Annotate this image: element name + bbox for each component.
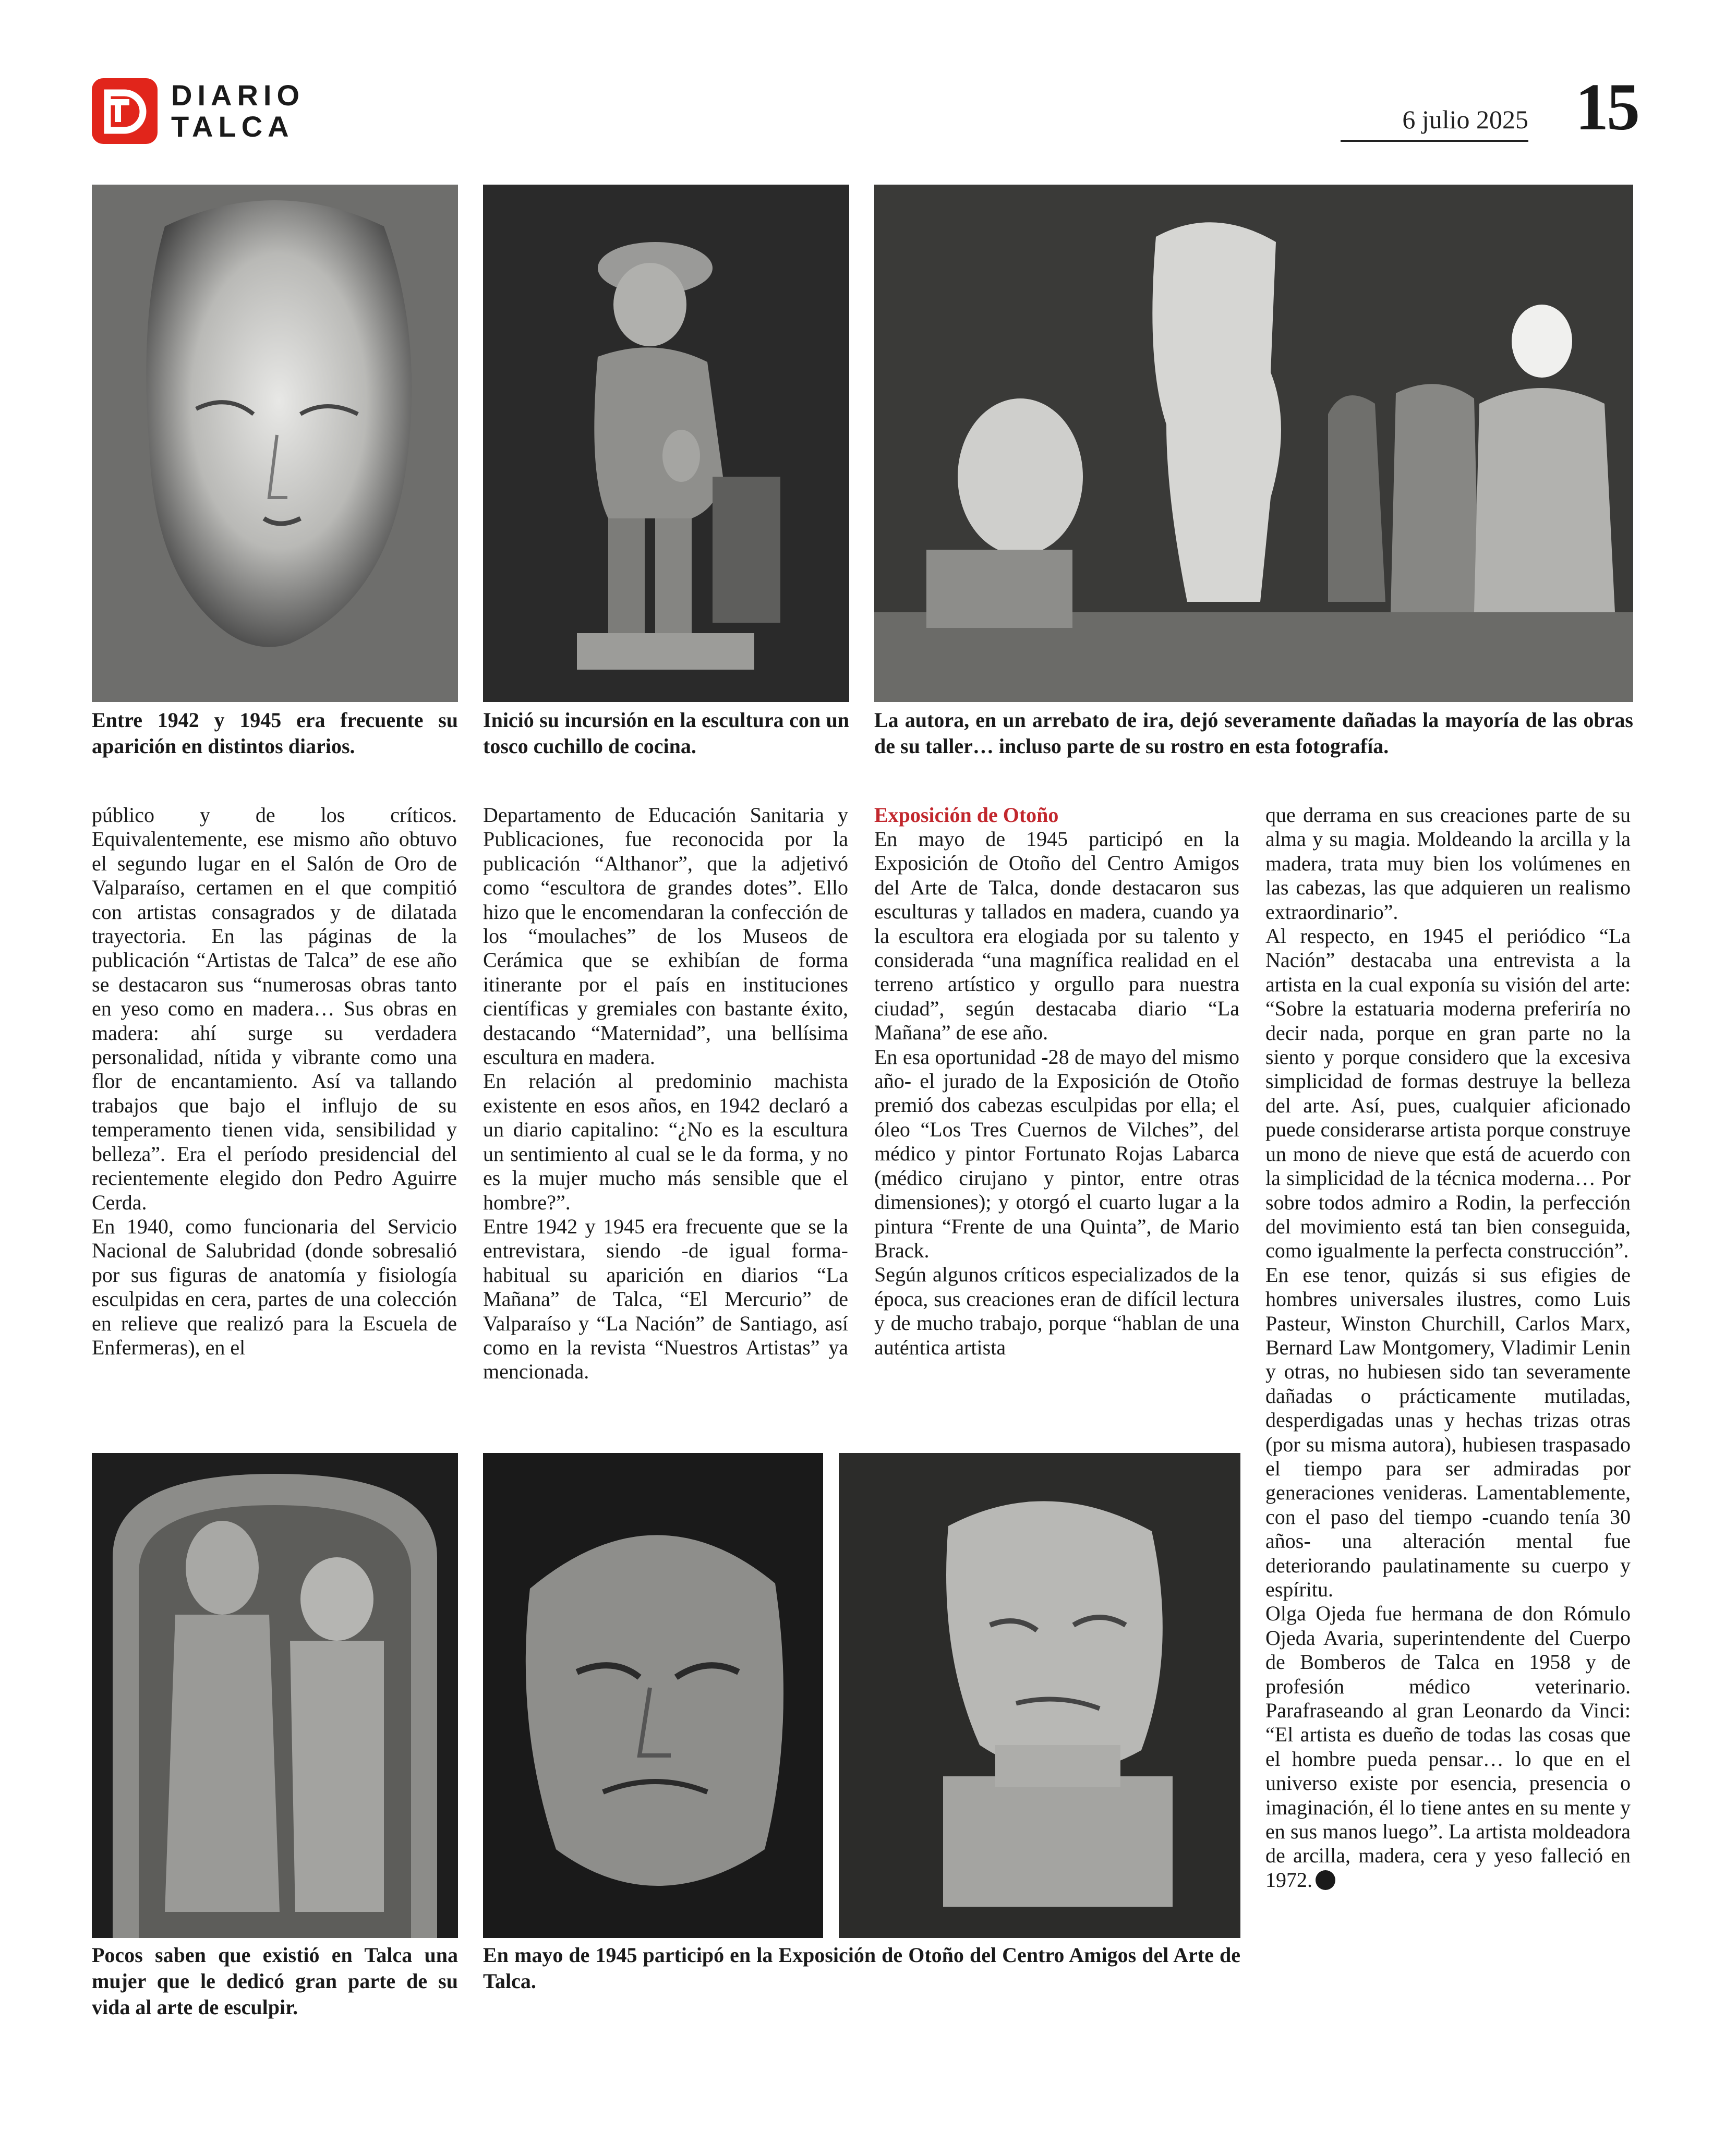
article-column-2 — [483, 803, 848, 1384]
caption-relief: Pocos saben que existió en Talca una mujer que le dedicó gran parte de su vida al arte de esculpir. — [92, 1943, 458, 2019]
photo-sculpted-bust-pasteur — [839, 1453, 1240, 1938]
final-text: Olga Ojeda fue hermana de don Rómulo Ojeda Avaria, superintendente del Cuerpo de Bomberos de Talca en 1958 y de profesión médico veterinario. Parafraseando al gran Leonardo da Vinci: “El artista es dueño de todas las cosas que el hombre pueda pensar… lo que en el universo existe por esencia, presencia o imaginación, él lo tiene antes en su mente y en sus manos luego”. La artista moldeadora de arcilla, madera, cera y yeso falleció en 1972. — [1265, 1602, 1631, 1892]
photo-sculpted-face — [92, 185, 458, 702]
logo-line-2: TALCA — [171, 110, 294, 143]
paragraph: En relación al predominio machista existente en esos años, en 1942 declaró a un diario capitalino: “¿No es la escultura un sentimiento al cual se le da forma, y no es la mujer mucho más sensible que el hombre?”. — [483, 1069, 848, 1214]
article-column-1 — [92, 803, 457, 1360]
paragraph: Al respecto, en 1945 el periódico “La Nación” destacaba una entrevista a la artista en la cual exponía su visión del arte: “Sobre la estatuaria moderna preferiría no decir nada, porque en gran parte no la siento y porque considero que la excesiva simplicidad de formas destruye la belleza del arte. Así, pues, cualquier aficionado puede considerarse artista porque construye un mono de nieve que está de acuerdo con la simplicidad de la técnica moderna… Por sobre todos admiro a Rodin, la perfección del movimiento está tan bien conseguida, como igualmente la perfecta construcción”. — [1265, 924, 1631, 1263]
article-column-4 — [1265, 803, 1631, 1892]
paragraph: En ese tenor, quizás si sus efigies de hombres universales ilustres, como Luis Pasteur, Winston Churchill, Carlos Marx, Bernard Law Montgomery, Vladimir Lenin y otras, no hubiesen sido tan severamente dañadas o prácticamente mutiladas, desperdigadas unas y hechas trizas otras (por su misma autora), hubiesen traspasado el tiempo para ser admiradas por generaciones venideras. Lamentablemente, con el paso del tiempo -cuando tenía 30 años- una alteración mental fue deteriorando paulatinamente su cuerpo y espíritu. — [1265, 1263, 1631, 1601]
logo-wordmark — [171, 80, 305, 142]
paragraph: Departamento de Educación Sanitaria y Publicaciones, fue reconocida por la publicación “Althanor”, que la adjetivó como “escultora de grandes dotes”. Ello hizo que le encomendaran la confección de los “moulaches” de los Museos de Cerámica que se exhibían de forma itinerante por el país en instituciones científicas y gremiales con bastante éxito, destacando “Maternidad”, una bellísima escultura en madera. — [483, 803, 848, 1069]
paragraph: Entre 1942 y 1945 era frecuente que se la entrevistara, siendo -de igual forma- habitual su aparición en diarios “La Mañana” de Talca, “El Mercurio” de Valparaíso y “La Nación” de Santiago, así como en la revista “Nuestros Artistas” ya mencionada. — [483, 1214, 848, 1384]
caption-face: Entre 1942 y 1945 era frecuente su aparición en distintos diarios. — [92, 708, 458, 758]
paragraph-final — [1265, 1602, 1631, 1892]
paragraph: En esa oportunidad -28 de mayo del mismo año- el jurado de la Exposición de Otoño premió dos cabezas esculpidas por ella; el óleo “Los Tres Cuernos de Vilches”, del médico y pintor Fortunato Rojas Labarca (médico cirujano y pintor, entre otras dimensiones); y otorgó el cuarto lugar a la pintura “Frente de una Quinta”, de Mario Brack. — [874, 1045, 1239, 1262]
article-column-3 — [874, 803, 1239, 1360]
paragraph: En 1940, como funcionaria del Servicio Nacional de Salubridad (donde sobresalió por sus figuras de anatomía y fisiología esculpidas en cera, partes de una colección en relieve que realizó para la Escuela de Enfermeras), en el — [92, 1214, 457, 1359]
paragraph: que derrama en sus creaciones parte de su alma y su magia. Moldeando la arcilla y la madera, trata muy bien los volúmenes en las cabezas, las que adquieren un realismo extraordinario”. — [1265, 803, 1631, 924]
caption-seated-man: Inició su incursión en la escultura con un tosco cuchillo de cocina. — [483, 708, 849, 758]
paragraph: Según algunos críticos especializados de la época, sus creaciones eran de difícil lectura y de mucho trabajo, porque “hablan de una auténtica artista — [874, 1263, 1239, 1359]
logo-line-1: DIARIO — [171, 78, 305, 112]
photo-seated-man-carving — [483, 185, 849, 702]
photo-artist-in-studio — [874, 185, 1633, 702]
issue-date: 6 julio 2025 — [1402, 105, 1528, 134]
paragraph: público y de los críticos. Equivalentemente, ese mismo año obtuvo el segundo lugar en el Salón de Oro de Valparaíso, certamen en el que compitió con artistas consagrados y de dilatada trayectoria. En las páginas de la publicación “Artistas de Talca” de ese año se destacaron sus “numerosas obras tanto en yeso como en madera… Sus obras en madera: ahí surge su verdadera personalidad, nítida y vibrante como una flor de encantamiento. Así va tallando trabajos que bajo el influjo de su temperamento tienen vida, sensibilidad y belleza”. Era el período presidencial del recientemente elegido don Pedro Aguirre Cerda. — [92, 803, 457, 1214]
logo-d-icon — [92, 78, 158, 144]
caption-studio: La autora, en un arrebato de ira, dejó severamente dañadas la mayoría de las obras de su taller… incluso parte de su rostro en esta fotografía. — [874, 708, 1633, 758]
end-of-article-dot-icon — [1316, 1870, 1335, 1890]
caption-heads: En mayo de 1945 participó en la Exposición de Otoño del Centro Amigos del Arte de Talca. — [483, 1943, 1240, 1993]
page-number: 15 — [1575, 70, 1638, 144]
paragraph: En mayo de 1945 participó en la Exposición de Otoño del Centro Amigos del Arte de Talca, donde destacaron sus esculturas y tallados en madera, cuando ya la escultora era elogiada por su talento y considerada “una magnífica realidad en el terreno artístico y orgullo para nuestra ciudad”, según destacaba diario “La Mañana” de ese año. — [874, 827, 1239, 1045]
photo-sculpted-head-lenin — [483, 1453, 823, 1938]
date-underline — [1341, 140, 1528, 142]
photo-carved-relief-figures — [92, 1453, 458, 1938]
diario-talca-logo[interactable] — [92, 78, 311, 143]
section-subheading: Exposición de Otoño — [874, 803, 1059, 827]
